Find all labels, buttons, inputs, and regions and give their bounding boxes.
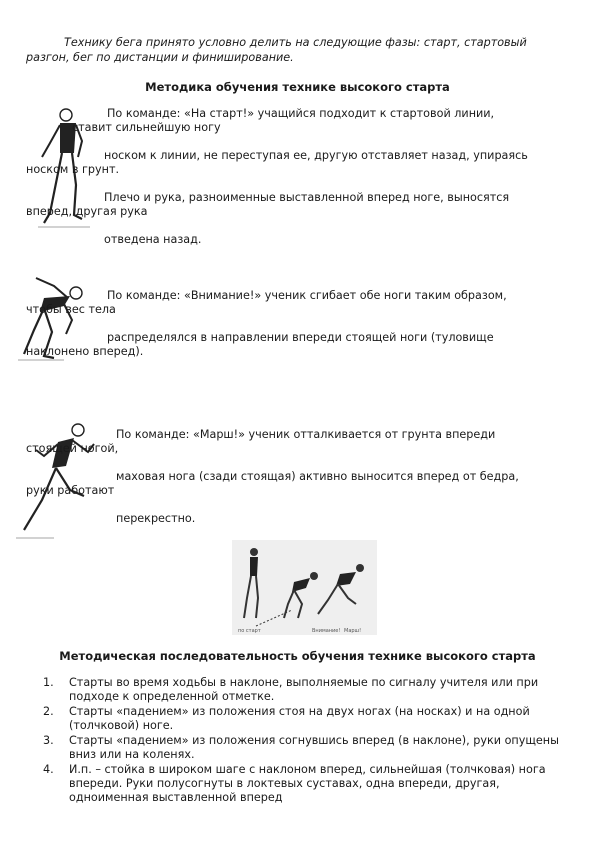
list-item: [26, 734, 566, 762]
phase3-line-5: перекрестно.: [116, 512, 196, 525]
phase1-line-2: ставит сильнейшую ногу: [72, 121, 221, 134]
phase1-line-6: вперед, другая рука: [26, 205, 148, 218]
list-item: [26, 763, 566, 805]
phase2-line-1: По команде: «Внимание!» ученик сгибает обе ноги таким образом,: [107, 289, 507, 302]
method-steps-list: [26, 676, 566, 806]
phase3-line-3: маховая нога (сзади стоящая) активно выносится вперед от бедра,: [116, 470, 519, 483]
list-item-number: 3.: [43, 734, 54, 747]
phase1-line-1: По команде: «На старт!» учащийся подходит к стартовой линии,: [107, 107, 495, 120]
list-item-number: 2.: [43, 705, 54, 718]
phase3-line-2: стоящей ногой,: [26, 442, 119, 455]
photo-caption-2: Внимание!: [312, 628, 341, 634]
list-item: [26, 676, 566, 704]
phase1-line-5: Плечо и рука, разноименные выставленной вперед ноге, выносятся: [104, 191, 510, 204]
photo-caption-3: Марш!: [344, 628, 362, 634]
list-item-number: 1.: [43, 676, 54, 689]
list-item-number: 4.: [43, 763, 54, 776]
list-item: [26, 705, 566, 733]
figure-go: [14, 420, 99, 545]
phase3-line-1: По команде: «Марш!» ученик отталкивается от грунта впереди: [116, 428, 496, 441]
phase1-line-4: носком в грунт.: [26, 163, 120, 176]
list-item-text: Старты «падением» из положения согнувшись вперед (в наклоне), руки опущены вниз или на коленях.: [69, 734, 559, 761]
section-heading-high-start: Методика обучения технике высокого старта: [145, 80, 450, 94]
phase1-line-7: отведена назад.: [104, 233, 202, 246]
phase2-line-2: чтобы вес тела: [26, 303, 116, 316]
phase3-line-4: руки работают: [26, 484, 115, 497]
list-item-text: Старты «падением» из положения стоя на двух ногах (на носках) и на одной (толчковой) ноге.: [69, 705, 530, 732]
list-item-text: И.п. – стойка в широком шаге с наклоном вперед, сильнейшая (толчковая) нога впереди. Руки полусогнуты в локтевых суставах, одна впереди, другая, одноименная выставленной вперед: [69, 763, 546, 804]
start-sequence-photo: [232, 540, 377, 635]
phase2-line-4: наклонено вперед).: [26, 345, 144, 358]
section-heading-method-sequence: Методическая последовательность обучения технике высокого старта: [59, 649, 536, 663]
photo-caption-1: по старт: [238, 628, 261, 634]
intro-paragraph: Технику бега принято условно делить на следующие фазы: старт, стартовый разгон, бег по дистанции и финиширование.: [26, 36, 527, 64]
phase1-line-3: носком к линии, не переступая ее, другую отставляет назад, упираясь: [104, 149, 528, 162]
phase2-line-3: распределялся в направлении впереди стоящей ноги (туловище: [107, 331, 494, 344]
list-item-text: Старты во время ходьбы в наклоне, выполняемые по сигналу учителя или при подходе к определенной отметке.: [69, 676, 539, 703]
